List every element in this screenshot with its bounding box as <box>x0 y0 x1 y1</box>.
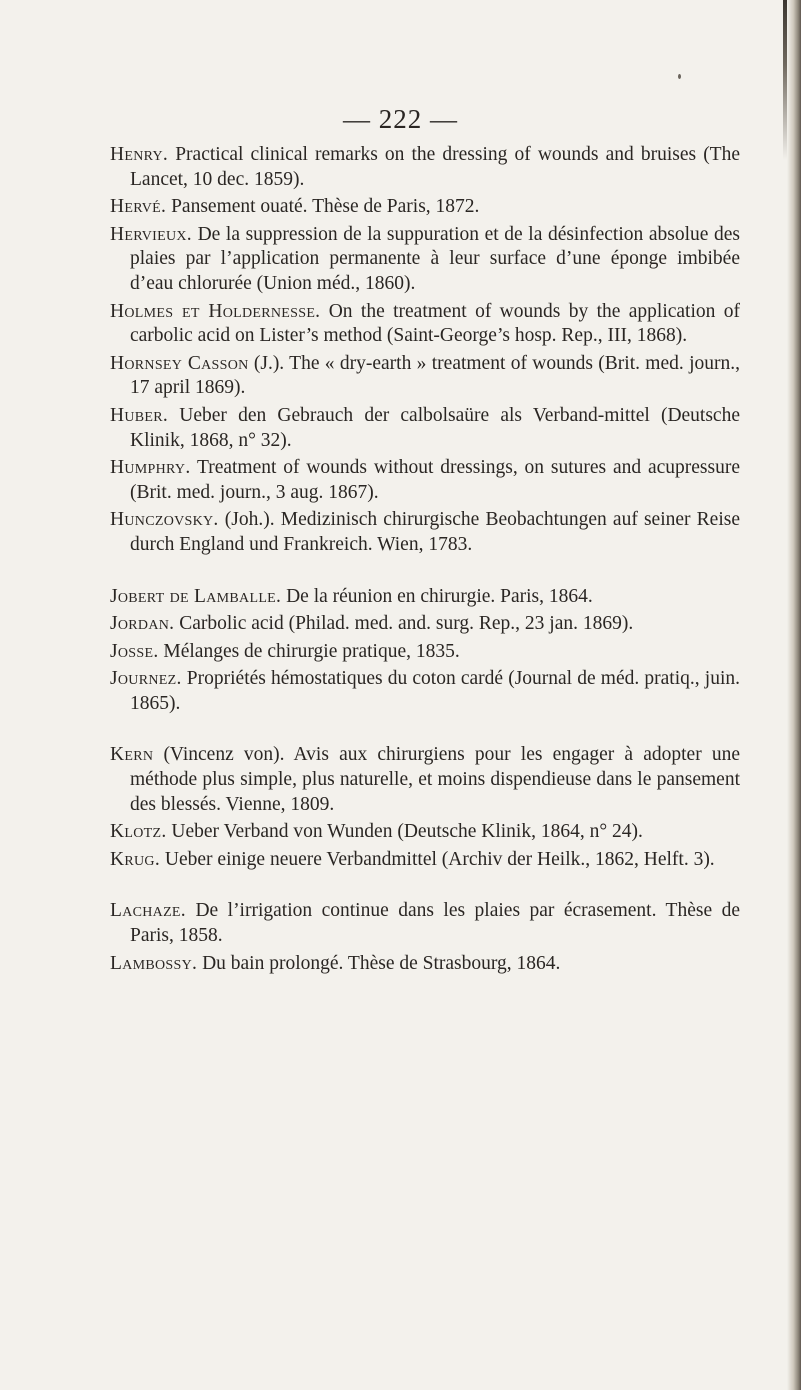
bibliography-entry <box>110 952 740 977</box>
bibliography-entry <box>110 404 740 453</box>
bibliography-entry <box>110 640 740 665</box>
entry-text: (Joh.). Medizinisch chirurgische Beobachtungen auf seiner Reise durch England und Frankreich. Wien, 1783. <box>130 509 740 555</box>
bibliography-entry <box>110 352 740 401</box>
bibliography-entry <box>110 223 740 297</box>
entry-author: Huber. <box>110 404 169 426</box>
entry-text: Carbolic acid (Philad. med. and. surg. Rep., 23 jan. 1869). <box>174 613 634 635</box>
entry-author: Jobert de Lamballe. <box>110 585 282 607</box>
entry-text: Ueber einige neuere Verbandmittel (Archiv der Heilk., 1862, Helft. 3). <box>160 848 715 870</box>
entry-author: Lambossy. <box>110 952 198 974</box>
bibliography-group-h <box>110 143 740 558</box>
page-edge-shadow <box>787 0 801 1390</box>
entry-text: De la suppression de la suppuration et de la désinfection absolue des plaies par l’application permanente à leur surface d’une éponge imbibée d’eau chlorurée (Union méd., 1860). <box>130 223 740 294</box>
entry-text: Ueber den Gebrauch der calbolsaüre als Verband-mittel (Deutsche Klinik, 1868, n° 32). <box>130 404 740 451</box>
ink-speck <box>678 74 681 79</box>
entry-author: Hornsey Casson <box>110 352 249 374</box>
entry-author: Jordan. <box>110 613 175 635</box>
entry-author: Hervieux. <box>110 223 192 245</box>
bibliography-entry <box>110 899 740 948</box>
entry-author: Lachaze. <box>110 900 186 922</box>
bibliography-entry <box>110 300 740 349</box>
entry-author: Hervé. <box>110 196 167 218</box>
entry-text: Practical clinical remarks on the dressing of wounds and bruises (The Lancet, 10 dec. 1859). <box>130 144 740 190</box>
entry-author: Krug. <box>110 848 161 870</box>
entry-text: Treatment of wounds without dressings, on sutures and acupressure (Brit. med. journ., 3 aug. 1867). <box>130 457 740 503</box>
bibliography-entry <box>110 612 740 637</box>
bibliography-entry <box>110 456 740 505</box>
bibliography-entry <box>110 743 740 817</box>
bibliography-entry <box>110 667 740 716</box>
entry-author: Klotz. <box>110 821 167 843</box>
bibliography-entry <box>110 848 740 873</box>
bibliography-list <box>110 143 740 979</box>
entry-author: Kern <box>110 744 154 766</box>
entry-author: Henry. <box>110 144 169 165</box>
entry-author: Holmes et Holdernesse. <box>110 300 321 322</box>
entry-text: On the treatment of wounds by the application of carbolic acid on Lister’s method (Saint-George’s hosp. Rep., III, 1868). <box>130 300 740 347</box>
entry-text: Pansement ouaté. Thèse de Paris, 1872. <box>166 196 480 218</box>
entry-text: De l’irrigation continue dans les plaies par écrasement. Thèse de Paris, 1858. <box>130 900 740 947</box>
bibliography-entry <box>110 195 740 220</box>
entry-author: Journez. <box>110 668 182 690</box>
bibliography-group-l <box>110 899 740 976</box>
page-number: — 222 — <box>343 104 458 134</box>
bibliography-group-k <box>110 743 740 872</box>
entry-author: Josse. <box>110 640 159 662</box>
bibliography-entry <box>110 143 740 192</box>
entry-author: Humphry. <box>110 457 191 479</box>
entry-text: De la réunion en chirurgie. Paris, 1864. <box>281 585 593 607</box>
entry-text: Propriétés hémostatiques du coton cardé (Journal de méd. pratiq., juin. 1865). <box>130 668 740 714</box>
entry-text: Du bain prolongé. Thèse de Strasbourg, 1864. <box>197 952 561 974</box>
entry-text: (J.). The « dry-earth » treatment of wounds (Brit. med. journ., 17 april 1869). <box>130 352 740 399</box>
bibliography-entry <box>110 585 740 610</box>
entry-text: Mélanges de chirurgie pratique, 1835. <box>158 640 460 662</box>
bibliography-group-j <box>110 585 740 717</box>
entry-text: Ueber Verband von Wunden (Deutsche Klinik, 1864, n° 24). <box>166 821 643 843</box>
bibliography-entry <box>110 820 740 845</box>
bibliography-entry <box>110 508 740 557</box>
entry-author: Hunczovsky. <box>110 509 219 531</box>
entry-text: (Vincenz von). Avis aux chirurgiens pour les engager à adopter une méthode plus simple, plus naturelle, et moins dispendieuse dans le pansement des blessés. Vienne, 1809. <box>130 744 740 815</box>
